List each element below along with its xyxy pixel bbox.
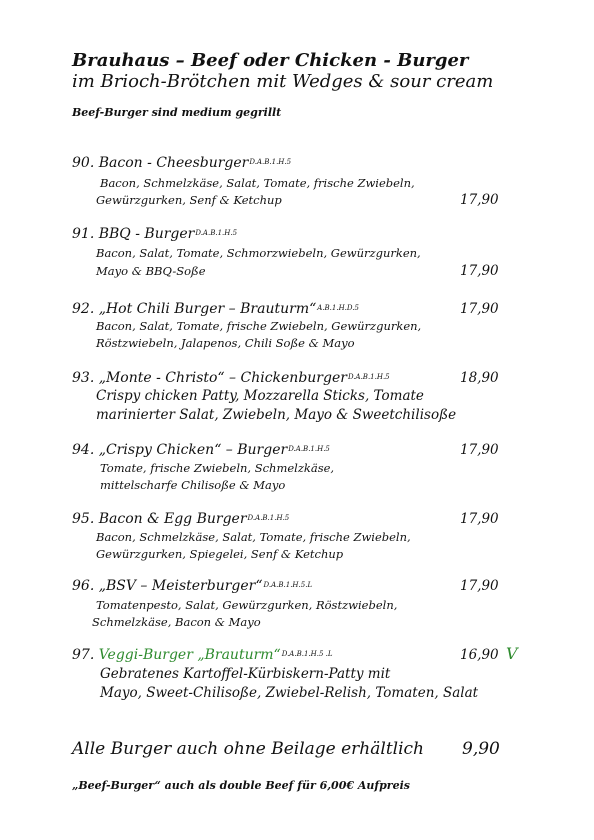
item-allergens: D.A.B.1.H.5: [249, 158, 292, 166]
item-96-desc-2: Schmelzkäse, Bacon & Mayo: [92, 615, 261, 629]
item-93-price: 18,90: [460, 370, 499, 386]
footer-price: 9,90: [462, 739, 500, 759]
item-97-desc-1: Gebratenes Kartoffel-Kürbiskern-Patty mit: [100, 666, 391, 682]
item-number: 90.: [72, 155, 95, 171]
item-95-price: 17,90: [460, 511, 499, 527]
item-number: 91.: [72, 226, 95, 242]
item-number: 94.: [72, 442, 95, 458]
item-97-title: [72, 647, 333, 663]
item-95-desc-2: Gewürzgurken, Spiegelei, Senf & Ketchup: [96, 547, 344, 561]
item-96-price: 17,90: [460, 578, 499, 594]
menu-note: Beef-Burger sind medium gegrillt: [72, 106, 282, 119]
item-name: „Monte - Christo“ – Chickenburger: [98, 370, 347, 386]
item-name: Bacon - Cheesburger: [98, 155, 249, 171]
item-94-desc-1: Tomate, frische Zwiebeln, Schmelzkäse,: [100, 461, 335, 475]
footnote: „Beef-Burger“ auch als double Beef für 6,00€ Aufpreis: [72, 779, 410, 792]
item-allergens: A.B.1.H.D.5: [317, 304, 359, 312]
item-90-desc-1: Bacon, Schmelzkäse, Salat, Tomate, frische Zwiebeln,: [100, 176, 415, 190]
item-92-title: [72, 301, 359, 317]
item-allergens: D.A.B.1.H.5: [347, 373, 390, 381]
item-92-desc-1: Bacon, Salat, Tomate, frische Zwiebeln, Gewürzgurken,: [96, 319, 422, 333]
item-94-title: [72, 442, 330, 458]
item-91-title: [72, 226, 237, 242]
item-91-desc-1: Bacon, Salat, Tomate, Schmorzwiebeln, Gewürzgurken,: [96, 246, 421, 260]
item-name: BBQ - Burger: [98, 226, 195, 242]
item-91-desc-2: Mayo & BBQ-Soße: [96, 264, 206, 278]
item-allergens: D.A.B.1.H.5.L: [263, 581, 313, 589]
item-97-desc-2: Mayo, Sweet-Chilisoße, Zwiebel-Relish, Tomaten, Salat: [100, 685, 479, 701]
veggie-badge: V: [506, 644, 518, 663]
item-name: „Hot Chili Burger – Brauturm“: [98, 301, 317, 317]
menu-title: Brauhaus – Beef oder Chicken - Burger: [72, 50, 469, 71]
item-allergens: D.A.B.1.H.5: [288, 445, 330, 453]
item-96-desc-1: Tomatenpesto, Salat, Gewürzgurken, Röstzwiebeln,: [96, 598, 398, 612]
item-number: 93.: [72, 370, 95, 386]
item-97-price: 16,90: [460, 647, 499, 663]
footer-text: Alle Burger auch ohne Beilage erhältlich: [72, 739, 425, 759]
item-93-title: [72, 370, 390, 386]
item-allergens: D.A.B.1.H.5: [195, 229, 238, 237]
item-name-veggie: Veggi-Burger „Brauturm“: [98, 647, 281, 663]
item-90-desc-2: Gewürzgurken, Senf & Ketchup: [96, 193, 282, 207]
item-94-desc-2: mittelscharfe Chilisoße & Mayo: [100, 478, 286, 492]
item-name: „Crispy Chicken“ – Burger: [98, 442, 288, 458]
item-name: „BSV – Meisterburger“: [98, 578, 263, 594]
item-90-price: 17,90: [460, 192, 499, 208]
item-93-desc-2: marinierter Salat, Zwiebeln, Mayo & Sweetchilisoße: [96, 407, 457, 423]
item-number: 95.: [72, 511, 95, 527]
item-94-price: 17,90: [460, 442, 499, 458]
item-name: Bacon & Egg Burger: [98, 511, 247, 527]
item-92-price: 17,90: [460, 301, 499, 317]
menu-subtitle: im Brioch-Brötchen mit Wedges & sour cream: [72, 71, 494, 92]
item-number: 96.: [72, 578, 95, 594]
item-number: 97.: [72, 647, 95, 663]
item-95-desc-1: Bacon, Schmelzkäse, Salat, Tomate, frische Zwiebeln,: [96, 530, 411, 544]
item-95-title: [72, 511, 289, 527]
item-92-desc-2: Röstzwiebeln, Jalapenos, Chili Soße & Mayo: [96, 336, 355, 350]
item-allergens: D.A.B.1.H.5 .L: [281, 650, 333, 658]
item-90-title: [72, 155, 291, 171]
item-93-desc-1: Crispy chicken Patty, Mozzarella Sticks, Tomate: [96, 388, 424, 404]
item-96-title: [72, 578, 312, 594]
item-allergens: D.A.B.1.H.5: [247, 514, 290, 522]
item-number: 92.: [72, 301, 95, 317]
item-91-price: 17,90: [460, 263, 499, 279]
